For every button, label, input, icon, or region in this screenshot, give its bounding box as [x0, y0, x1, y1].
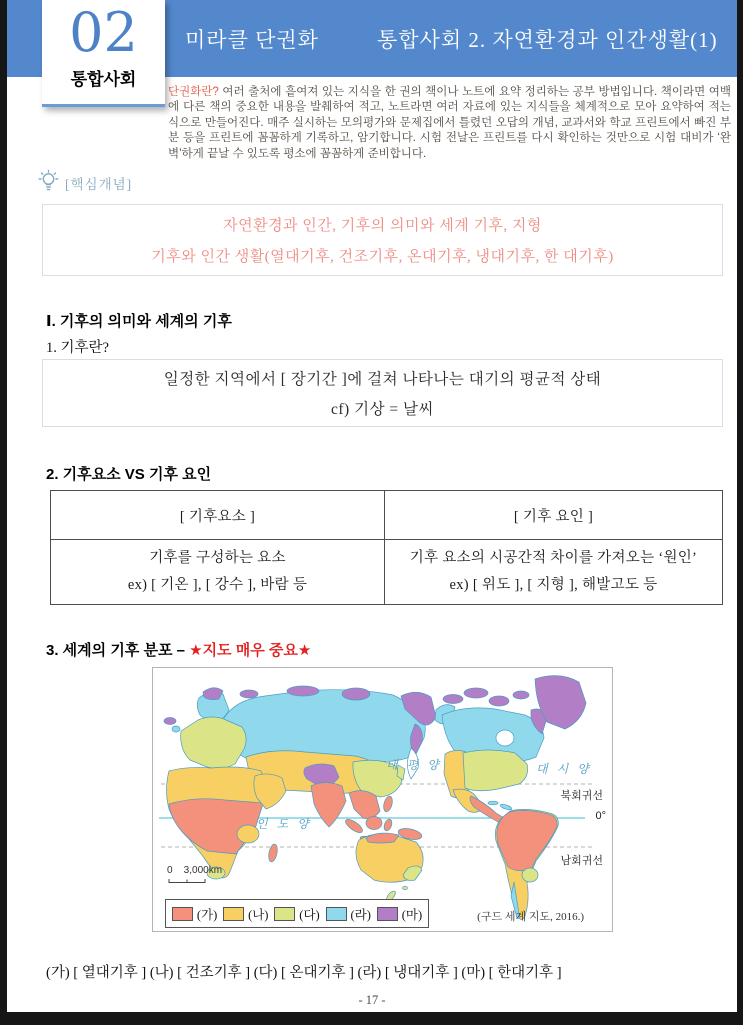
- tropic-capricorn-label: 남회귀선: [560, 855, 603, 867]
- definition-line-1: 일정한 지역에서 [ 장기간 ]에 걸쳐 나타나는 대기의 평균적 상태: [163, 371, 602, 389]
- table-cell-line: ex) [ 기온 ], [ 강수 ], 바람 등: [127, 577, 308, 593]
- legend-item: [223, 905, 268, 923]
- legend-label: (가): [196, 907, 218, 922]
- table-cell-line: 기후 요소의 시공간적 차이를 가져오는 ‘원인’: [409, 550, 698, 566]
- key-concept-label: [핵심개념]: [65, 177, 133, 192]
- question-3-title: [46, 639, 311, 660]
- legend-item: [274, 905, 319, 923]
- table-cell: [385, 540, 723, 605]
- concept-line-2: 기후와 인간 생활(열대기후, 건조기후, 온대기후, 냉대기후, 한 대기후): [151, 248, 614, 265]
- concept-line-1: 자연환경과 인간, 기후의 의미와 세계 기후, 지형: [223, 218, 542, 235]
- table-header-cell: [ 기후요소 ]: [51, 491, 385, 540]
- intro-lead: 단권화란?: [168, 86, 219, 98]
- question-3-highlight: ★지도 매우 중요★: [189, 642, 312, 659]
- intro-body: 여러 출처에 흩여져 있는 지식을 한 권의 책이나 노트에 요약 정리하는 공부 방법입니다. 책이라면 여백에 다른 책의 중요한 내용을 발췌하여 적고, 노트라면 여러 자료에 있는 지식들을 체계적으로 모아 요약하여 적는 식으로 만들어진다. 매주 실시하는 모의평가와 문제집에서 틀렸던 오답의 개념, 교과서와 학교 프린트에서 빠진 부분 등을 프린트에 꼼꼼하게 기록하고, 암기합니다. 시험 전날은 프린트를 다시 확인하는 것만으로 시험 대비가 ‘완벽’하게 끝날 수 있도록 평소에 꼼꼼하게 준비합니다.: [168, 86, 731, 160]
- tropic-cancer-label: 북회귀선: [560, 790, 603, 802]
- legend-item: [172, 905, 217, 923]
- brand-title: 미라클 단권화: [185, 27, 319, 52]
- map-legend: [165, 899, 429, 928]
- ocean-label-indian: 인 도 양: [256, 817, 312, 831]
- legend-label: (나): [248, 907, 269, 922]
- key-concept-box: [42, 204, 723, 276]
- lightbulb-icon: [38, 169, 59, 197]
- table-cell-line: ex) [ 위도 ], [ 지형 ], 해발고도 등: [449, 577, 658, 593]
- unit-card: [42, 0, 165, 107]
- equator-label: 0°: [595, 810, 606, 822]
- comparison-table: [50, 490, 723, 605]
- world-map: [153, 668, 612, 931]
- page-number: - 17 -: [358, 993, 386, 1007]
- world-map-figure: [152, 667, 613, 932]
- legend-swatch: [223, 907, 244, 921]
- legend-item: [377, 905, 422, 923]
- header-titles: [185, 0, 718, 77]
- ocean-label-atlantic: 대 시 양: [536, 762, 592, 776]
- legend-label: (라): [350, 907, 371, 922]
- answer-line: (가) [ 열대기후 ] (나) [ 건조기후 ] (다) [ 온대기후 ] (라) [ 냉대기후 ] (마) [ 한대기후 ]: [46, 965, 562, 981]
- map-scale: 0 3,000km: [167, 865, 223, 876]
- legend-swatch: [326, 907, 347, 921]
- question-1-title: 1. 기후란?: [46, 340, 109, 356]
- key-concept-row: [38, 169, 132, 197]
- unit-number: 02: [69, 1, 138, 64]
- table-header-cell: [ 기후 요인 ]: [385, 491, 723, 540]
- section-heading: Ⅰ. 기후의 의미와 세계의 기후: [46, 313, 232, 330]
- question-2-title: 2. 기후요소 VS 기후 요인: [46, 466, 212, 483]
- document-page: [7, 0, 737, 1012]
- legend-swatch: [172, 907, 193, 921]
- legend-label: (마): [401, 907, 423, 922]
- doc-title: 통합사회 2. 자연환경과 인간생활(1): [376, 27, 718, 52]
- legend-label: (다): [299, 907, 320, 922]
- legend-item: [326, 905, 371, 923]
- table-cell: [51, 540, 385, 605]
- intro-paragraph: [168, 85, 731, 162]
- ocean-label-pacific: 태 평 양: [386, 758, 442, 772]
- definition-line-2: cf) 기상 = 날씨: [331, 400, 434, 418]
- map-caption: (구드 세계 지도, 2016.): [477, 911, 584, 923]
- table-cell-line: 기후를 구성하는 요소: [149, 550, 286, 566]
- legend-swatch: [274, 907, 295, 921]
- legend-swatch: [377, 907, 398, 921]
- unit-subject: 통합사회: [70, 69, 137, 89]
- definition-box: [42, 359, 723, 427]
- question-3-text: 3. 세계의 기후 분포 –: [46, 642, 190, 659]
